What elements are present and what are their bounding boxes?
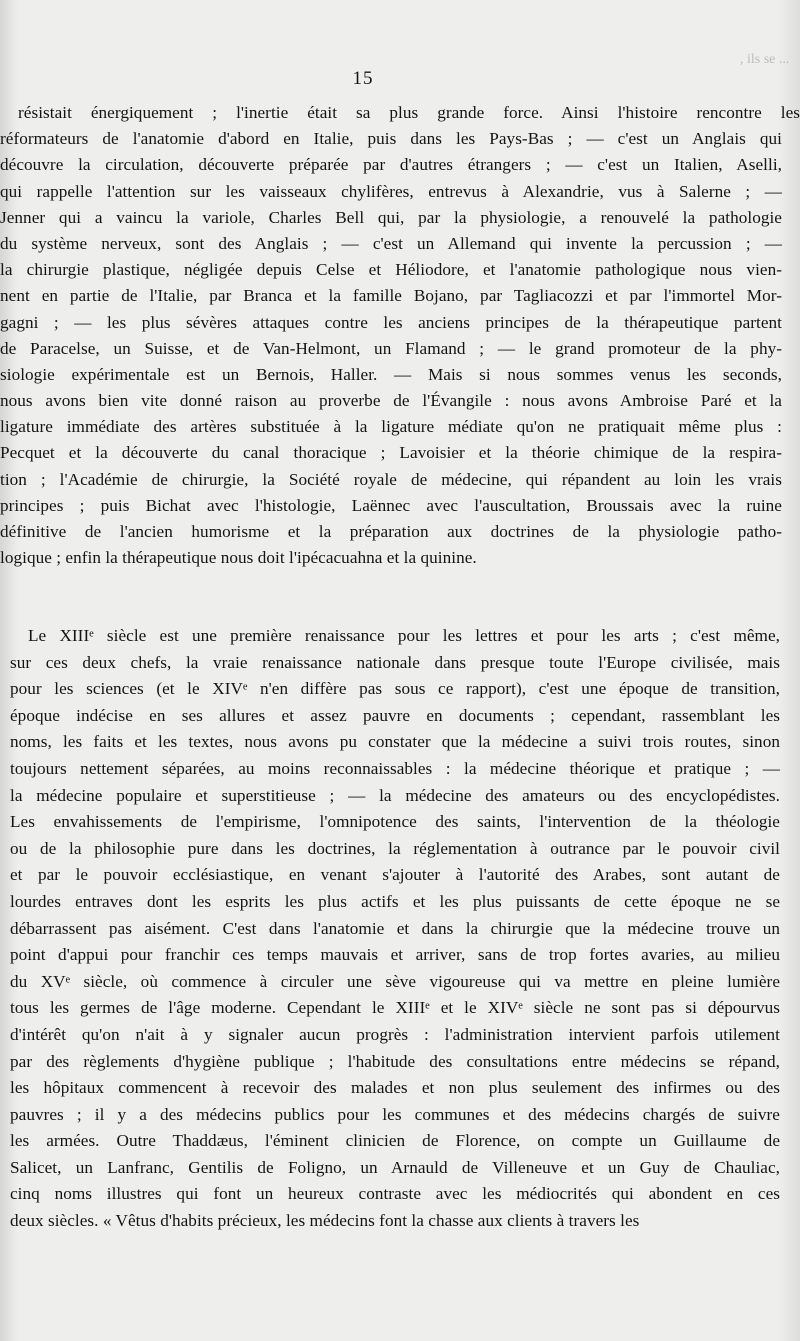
text-line: cinq noms illustres qui font un heureux contraste avec les médiocrités qui abondent en ces	[10, 1184, 780, 1204]
text-line: nent en partie de l'Italie, par Branca et la famille Bojano, par Tagliacozzi et par l'immortel Mor-	[0, 286, 782, 306]
text-line: les armées. Outre Thaddæus, l'éminent clinicien de Florence, on compte un Guillaume de	[10, 1131, 780, 1151]
text-line: d'intérêt qu'on n'ait à y signaler aucun progrès : l'administration intervient parfois utilement	[10, 1024, 780, 1044]
text-line: Les envahissements de l'empirisme, l'omnipotence des saints, l'intervention de la théologie	[10, 812, 780, 832]
text-line: Salicet, un Lanfranc, Gentilis de Foligno, un Arnauld de Villeneuve et un Guy de Chauliac,	[10, 1157, 780, 1177]
text-line: réformateurs de l'anatomie d'abord en Italie, puis dans les Pays-Bas ; — c'est un Anglais qui	[0, 129, 782, 149]
paragraph-1	[0, 100, 800, 571]
text-line: deux siècles. « Vêtus d'habits précieux, les médecins font la chasse aux clients à travers les	[10, 1211, 640, 1231]
text-line: nous avons bien vite donné raison au proverbe de l'Évangile : nous avons Ambroise Paré et la	[0, 391, 782, 411]
text-line: les hôpitaux commencent à recevoir des malades et non plus seulement des infirmes ou des	[10, 1078, 780, 1098]
text-line: tous les germes de l'âge moderne. Cependant le XIIIᵉ et le XIVᵉ siècle ne sont pas si dépourvus	[10, 998, 780, 1018]
text-line: Jenner qui a vaincu la variole, Charles Bell qui, par la physiologie, a renouvelé la pathologie	[0, 207, 782, 227]
text-line: point d'appui pour franchir ces temps mauvais et arriver, sans de trop fortes avaries, au milieu	[10, 945, 780, 965]
text-line: principes ; puis Bichat avec l'histologie, Laënnec avec l'auscultation, Broussais avec la ruine	[0, 495, 782, 515]
text-line: découvre la circulation, découverte préparée par d'autres étrangers ; — c'est un Italien, Aselli,	[0, 155, 782, 175]
page-number: 15	[352, 68, 374, 89]
text-line: gagni ; — les plus sévères attaques contre les anciens principes de la thérapeutique partent	[0, 312, 782, 332]
text-line: pauvres ; il y a des médecins publics pour les communes et des médecins chargés de suivre	[10, 1104, 780, 1124]
text-line: résistait énergiquement ; l'inertie était sa plus grande force. Ainsi l'histoire rencontre les	[18, 103, 800, 122]
text-line: du système nerveux, sont des Anglais ; — c'est un Allemand qui invente la percussion ; —	[0, 233, 782, 253]
text-line: lourdes entraves dont les esprits les plus actifs et les plus puissants de cette époque ne se	[10, 891, 780, 911]
text-line: toujours nettement séparées, au moins reconnaissables : la médecine théorique et pratique ; —	[10, 758, 780, 778]
text-line: pour les sciences (et le XIVᵉ n'en diffère pas sous ce rapport), c'est une époque de transition,	[10, 679, 780, 699]
text-line: et par le pouvoir ecclésiastique, en venant s'ajouter à l'autorité des Arabes, sont autant de	[10, 865, 780, 885]
text-line: du XVᵉ siècle, où commence à circuler une sève vigoureuse qui va mettre en pleine lumière	[10, 971, 780, 991]
text-line: débarrassent pas aisément. C'est dans l'anatomie et dans la chirurgie que la médecine trouve un	[10, 918, 780, 938]
text-line: Pecquet et la découverte du canal thoracique ; Lavoisier et la théorie chimique de la respira-	[0, 443, 782, 463]
text-line: tion ; l'Académie de chirurgie, la Société royale de médecine, qui répandent au loin les vrais	[0, 469, 782, 489]
text-line: par des règlements d'hygiène publique ; l'habitude des consultations entre médecins se répand,	[10, 1051, 780, 1071]
text-line: qui rappelle l'attention sur les vaisseaux chylifères, entrevus à Alexandrie, vus à Salerne ; —	[0, 181, 782, 201]
text-line: logique ; enfin la thérapeutique nous doit l'ipécacuahna et la quinine.	[0, 548, 477, 568]
text-line: la chirurgie plastique, négligée depuis Celse et Héliodore, et l'anatomie pathologique nous vien-	[0, 260, 782, 280]
text-line: Le XIIIᵉ siècle est une première renaissance pour les lettres et pour les arts ; c'est même,	[28, 626, 780, 645]
text-line: ou de la philosophie pure dans les doctrines, la réglementation à outrance par le pouvoir civil	[10, 838, 780, 858]
text-line: époque indécise en ses allures et assez pauvre en documents ; cependant, rassemblant les	[10, 705, 780, 725]
bleed-through-text: , ils se ...	[740, 52, 790, 67]
paragraph-2	[0, 623, 790, 1235]
text-line: la médecine populaire et superstitieuse ; — la médecine des amateurs ou des encyclopédistes.	[10, 785, 780, 805]
text-line: siologie expérimentale est un Bernois, Haller. — Mais si nous sommes venus les seconds,	[0, 364, 782, 384]
text-line: définitive de l'ancien humorisme et la préparation aux doctrines de la physiologie patho-	[0, 522, 782, 541]
text-line: ligature immédiate des artères substituée à la ligature médiate qu'on ne pratiquait même plus :	[0, 417, 782, 437]
text-line: noms, les faits et les textes, nous avons pu constater que la médecine a suivi trois routes, sinon	[10, 732, 780, 752]
text-line: de Paracelse, un Suisse, et de Van-Helmont, un Flamand ; — le grand promoteur de la phy-	[0, 338, 782, 358]
text-line: sur ces deux chefs, la vraie renaissance nationale dans presque toute l'Europe civilisée, mais	[10, 652, 780, 672]
